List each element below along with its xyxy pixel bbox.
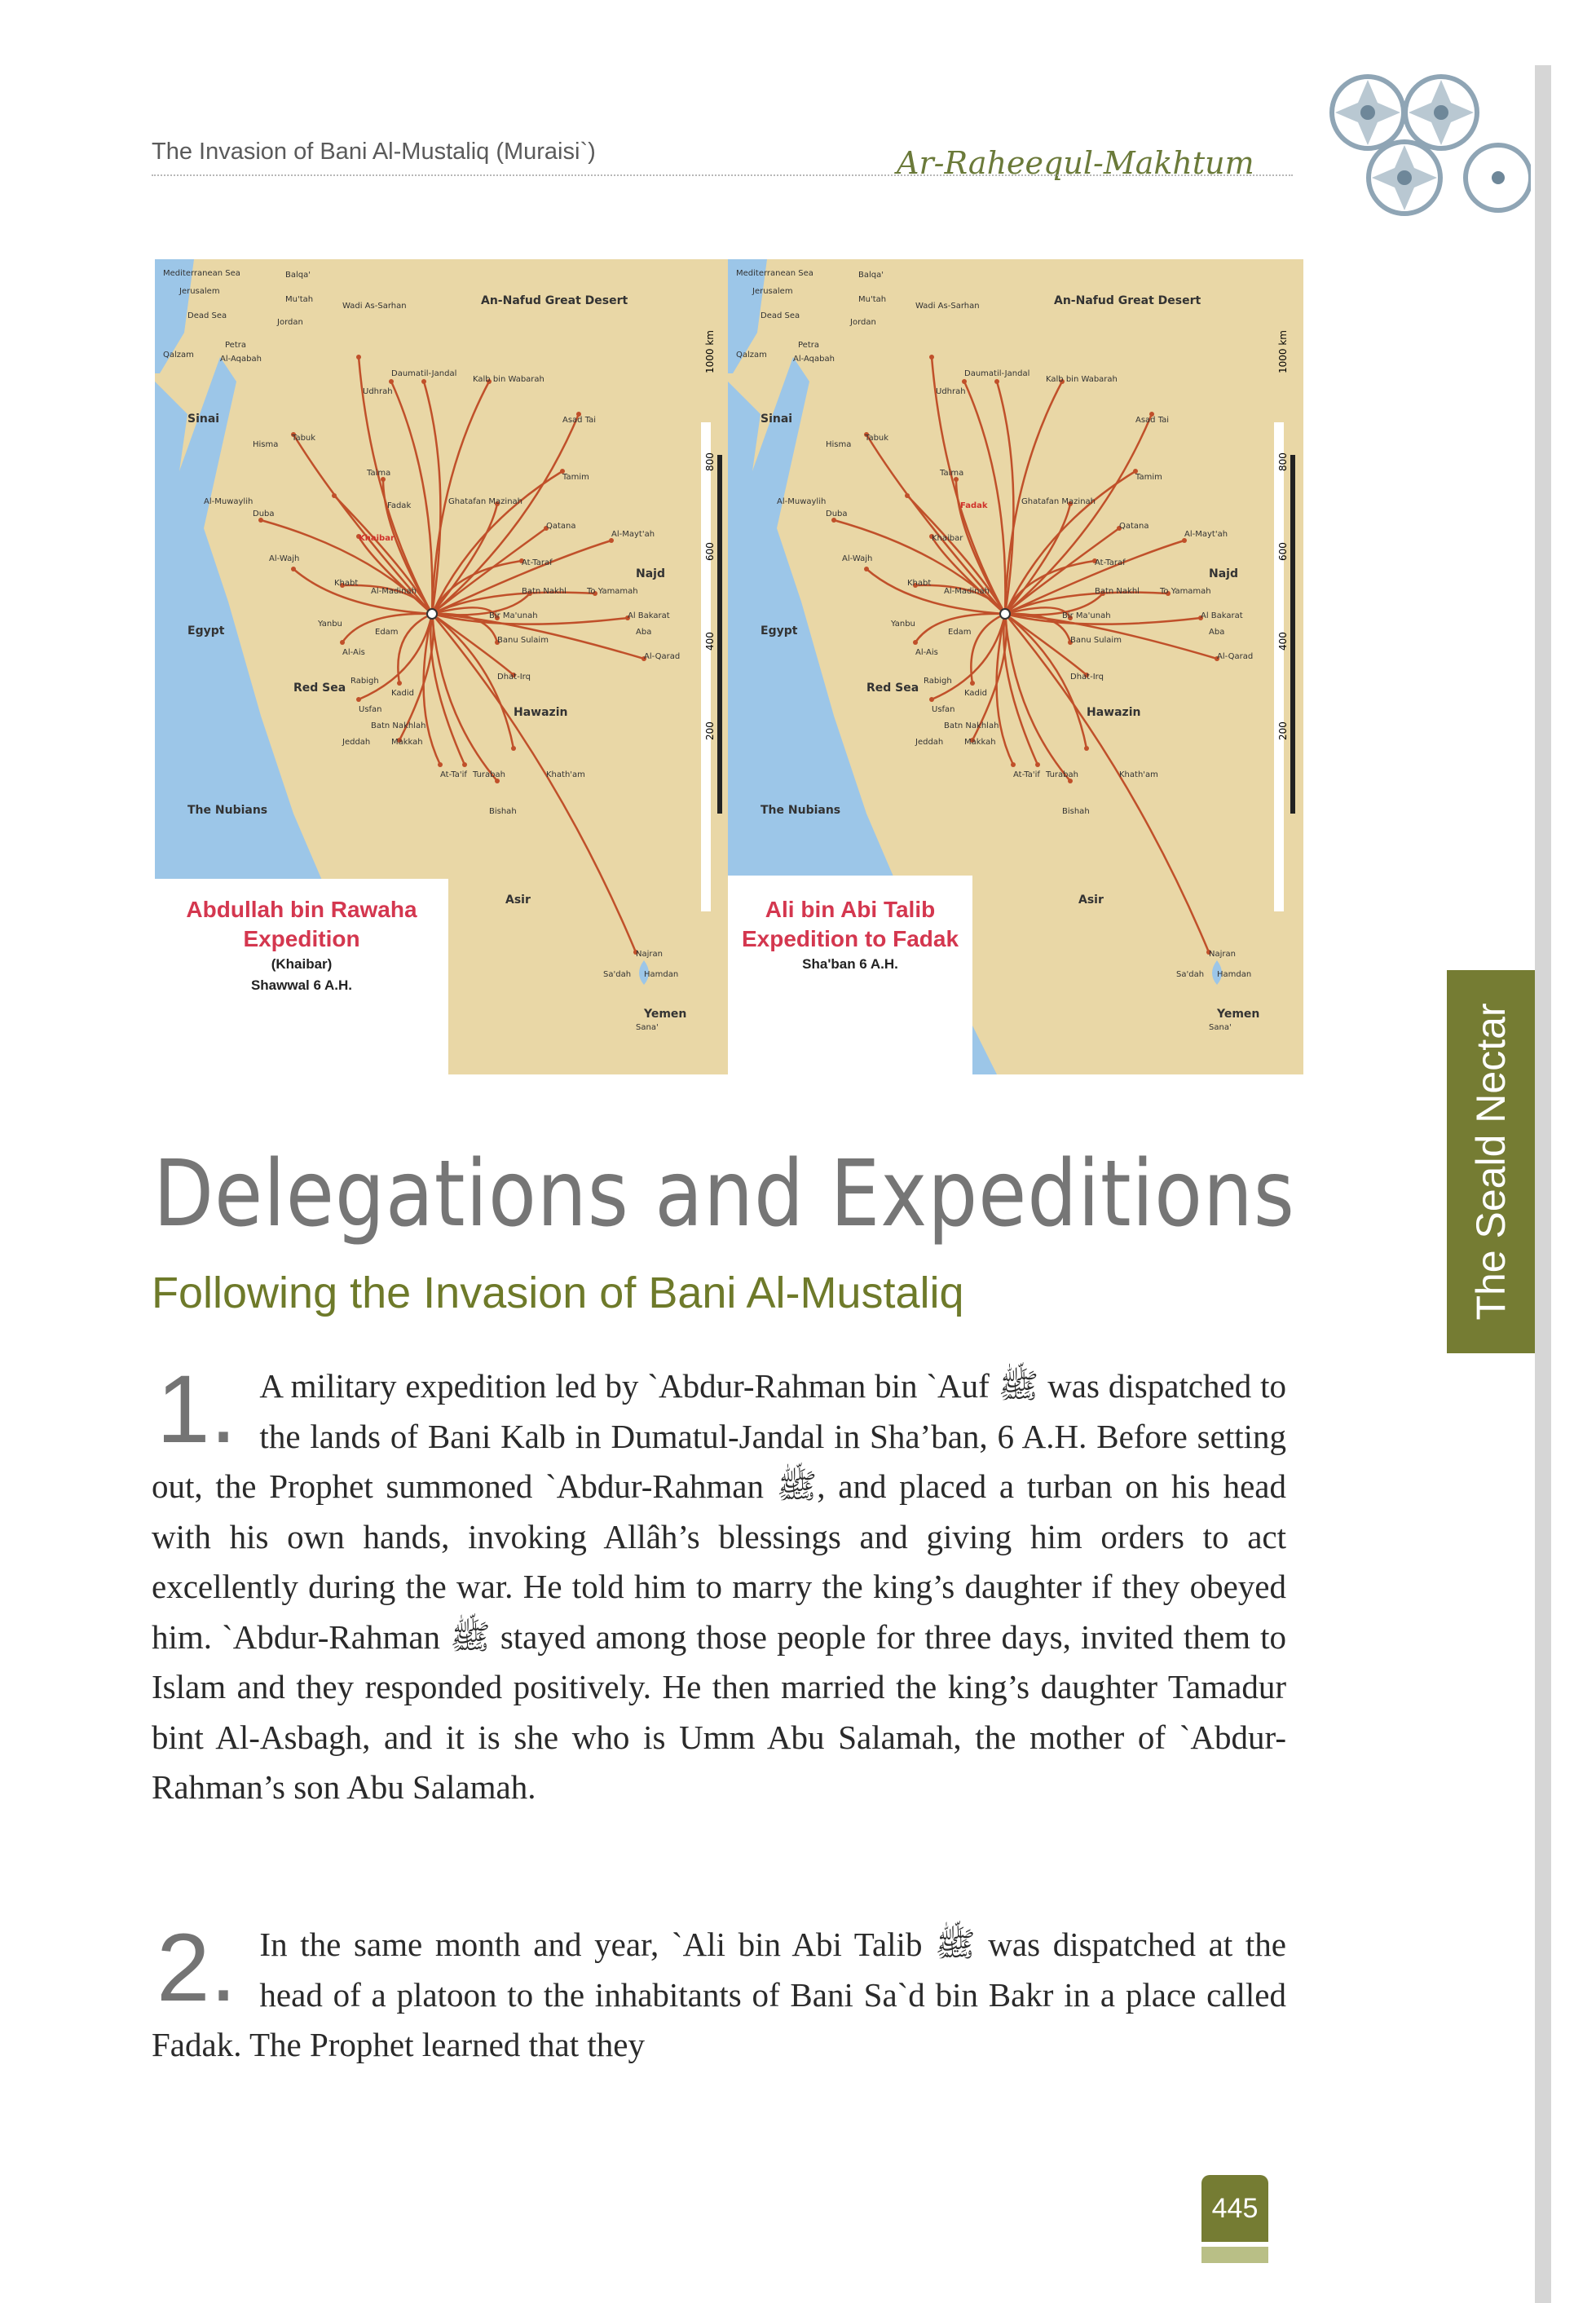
map-place-label: Sa'dah [1176,970,1205,979]
map-place-label: At-Taraf [1095,558,1126,567]
map-place-label: Najran [1209,950,1236,959]
map-place-label: Sinai [761,413,793,426]
map-1-caption [155,879,448,1074]
map-place-label: Khabt [907,579,932,588]
route-arrowhead [929,697,934,702]
map-place-label: Balqa' [285,271,311,280]
map-place-label: Al Bakarat [628,611,670,620]
map-place-label: Khaibar [359,534,395,543]
page-number-bar [1201,2247,1268,2263]
map-scale-unit: 1000 km [1277,330,1289,373]
map-place-label: Wadi As-Sarhan [915,302,980,311]
route-arrowhead [1084,746,1089,751]
map-place-label: Tamim [562,473,589,482]
map-place-label: Taima [367,469,391,478]
map-place-label: Sa'dah [603,970,632,979]
map-place-label: At-Ta'if [440,770,467,779]
page-number: 445 [1201,2175,1268,2242]
map-place-label: Udhrah [936,387,966,396]
map-place-label: Jeddah [915,738,944,747]
map-place-label: Mu'tah [858,295,887,304]
map-2-caption-date: Sha'ban 6 A.H. [802,956,898,972]
map-place-label: Al-Muwaylih [777,497,827,506]
route-arrowhead [994,379,999,384]
map-place-label: Khabt [334,579,359,588]
map-place-label: At-Ta'if [1013,770,1040,779]
map-place-label: Hisma [826,440,852,449]
map-place-label: Petra [225,341,246,350]
route-arrowhead [864,567,869,571]
map-scale-tick: 200 [1277,721,1289,740]
madinah-marker [427,609,437,619]
map-place-label: Jerusalem [179,287,220,296]
map-place-label: Batn Nakhl [1095,587,1140,596]
map-place-label: Qalzam [163,351,194,360]
route-arrowhead [356,697,361,702]
map-scale-tick: 200 [704,721,716,740]
map-place-label: Hamdan [1217,970,1252,979]
map-place-label: Al Bakarat [1201,611,1243,620]
map-place-label: An-Nafud Great Desert [481,294,628,307]
map-scale-bar [1290,455,1295,814]
page-edge-band [1535,65,1551,2303]
map-place-label: Dead Sea [761,311,800,320]
paragraph-1-text: A military expedition led by `Abdur-Rahman bin `Auf ﷺ was dispatched to the lands of Bani Kalb in Dumatul-Jandal in Sha’ban, 6 A.H. Before setting out, the Prophet summoned `Abdur-Rahman ﷺ, and placed a turban on his head with his own hands, invoking Allâh’s blessings and giving him orders to act excellently during the war. He told him to marry the king’s daughter if they obeyed him. `Abdur-Rahman ﷺ stayed among those people for three days, invited them to Islam and they responded positively. He then married the king’s daughter Tamadur bint Al-Asbagh, and it is she who is Umm Abu Salamah, the mother of `Abdur-Rahman’s son Abu Salamah. [152,1367,1287,1806]
map-scale-tick: 600 [704,542,716,561]
map-place-label: Tamim [1135,473,1162,482]
map-2-caption [728,876,972,1074]
map-place-label: Red Sea [866,682,919,695]
map-place-label: Jordan [277,318,303,327]
map-place-label: Hisma [253,440,279,449]
map-place-label: Aba [636,628,652,637]
map-scale-tick: 600 [1277,542,1289,561]
paragraph-2 [152,1914,1286,2071]
map-place-label: Khath'am [546,770,585,779]
map-place-label: Makkah [964,738,996,747]
map-place-label: Al-Qarad [644,652,681,661]
map-place-label: Kalb bin Wabarah [473,375,544,384]
header-divider [152,174,1293,176]
page-heading: Delegations and Expeditions [153,1141,1295,1247]
map-place-label: Bishah [1062,807,1090,816]
map-place-label: Hamdan [644,970,679,979]
side-tab-label: The Seald Nectar [1468,1003,1514,1321]
map-scale-tick: 800 [704,452,716,471]
map-place-label: Hawazin [514,706,568,719]
map-1-caption-sub: (Khaibar) [271,956,333,972]
map-place-label: Balqa' [858,271,884,280]
map-place-label: Duba [253,510,275,518]
map-place-label: Red Sea [293,682,346,695]
paragraph-2-text: In the same month and year, `Ali bin Abi Talib ﷺ was dispatched at the head of a platoon to the inhabitants of Bani Sa`d bin Bakr in a place called Fadak. The Prophet learned that they [152,1926,1286,2063]
map-place-label: Al-Aqabah [220,355,262,364]
map-place-label: Khaibar [932,534,963,543]
map-place-label: Udhrah [363,387,393,396]
map-place-label: Ghatafan Mazinah [1021,497,1096,506]
map-scale-tick: 400 [1277,632,1289,651]
map-place-label: The Nubians [187,804,268,817]
map-place-label: Al-Ais [342,648,365,657]
map-place-label: Usfan [359,705,382,714]
map-place-label: Dhat-Irq [1070,673,1104,682]
route-arrowhead [1011,762,1016,767]
map-place-label: To Yamamah [1160,587,1211,596]
route-arrowhead [438,762,443,767]
map-place-label: Fadak [960,501,988,510]
map-place-label: Al-Madinah [371,587,417,596]
map-place-label: Banu Sulaim [1070,636,1122,645]
route-arrowhead [913,640,918,645]
map-place-label: Kadid [391,689,414,698]
map-place-label: Tabuk [865,434,889,443]
map-place-label: Jerusalem [752,287,793,296]
map-place-label: Sana' [1209,1023,1232,1032]
map-place-label: To Yamamah [587,587,638,596]
map-place-label: Egypt [187,624,225,638]
map-place-label: Batn Nakhl [522,587,567,596]
map-place-label: Al-Ais [915,648,938,657]
route-arrowhead [1035,762,1040,767]
map-place-label: Daumatil-Jandal [391,369,457,378]
map-place-label: Sana' [636,1023,659,1032]
map-place-label: Kalb bin Wabarah [1046,375,1118,384]
map-place-label: Rabigh [351,677,379,686]
map-place-label: Al-Qarad [1217,652,1254,661]
map-place-label: Dhat-Irq [497,673,531,682]
map-place-label: Ghatafan Mazinah [448,497,523,506]
map-place-label: Al-Wajh [269,554,300,563]
route-arrowhead [929,355,934,360]
paragraph-1-number: 1. [157,1356,237,1463]
map-scale-tick: 800 [1277,452,1289,471]
map-place-label: Batn Nakhlah [944,721,999,730]
map-place-label: An-Nafud Great Desert [1054,294,1201,307]
madinah-marker [1000,609,1010,619]
map-place-label: Wadi As-Sarhan [342,302,407,311]
map-place-label: Najd [636,567,665,580]
map-place-label: The Nubians [761,804,841,817]
map-place-label: Qatana [1119,522,1149,531]
map-place-label: Yemen [644,1008,687,1021]
map-place-label: Banu Sulaim [497,636,549,645]
map-place-label: Egypt [761,624,798,638]
route-arrowhead [511,746,516,751]
map-place-label: Al-Mayt'ah [611,530,655,539]
map-place-label: Asir [1078,893,1104,907]
map-place-label: Fadak [387,501,412,510]
route-arrowhead [397,681,402,686]
arabesque-ornament-icon [1319,55,1531,218]
map-place-label: Kadid [964,689,987,698]
map-scale-unit: 1000 km [704,330,716,373]
running-header-title: The Invasion of Bani Al-Mustaliq (Muraisi`) [152,139,596,165]
map-place-label: Bishah [489,807,517,816]
route-arrowhead [421,379,426,384]
map-place-label: Al-Wajh [842,554,873,563]
map-1-caption-date: Shawwal 6 A.H. [250,977,353,993]
page-subheading: Following the Invasion of Bani Al-Mustaliq [152,1268,964,1317]
map-place-label: At-Taraf [522,558,553,567]
map-place-label: Hawazin [1087,706,1141,719]
map-place-label: Usfan [932,705,955,714]
map-scale-bar [717,455,722,814]
paragraph-1 [152,1356,1287,1813]
map-place-label: Bir Ma'unah [1062,611,1111,620]
map-2-caption-title: Ali bin Abi Talib Expedition to Fadak [741,897,959,951]
map-place-label: Bir Ma'unah [489,611,538,620]
map-place-label: Edam [948,628,972,637]
map-place-label: Mediterranean Sea [163,269,240,278]
map-place-label: Al-Mayt'ah [1184,530,1228,539]
map-place-label: Najran [636,950,663,959]
map-place-label: Qatana [546,522,576,531]
map-place-label: Aba [1209,628,1225,637]
map-place-label: Daumatil-Jandal [964,369,1030,378]
route-arrowhead [962,379,967,384]
map-place-label: Mu'tah [285,295,314,304]
map-place-label: Tabuk [292,434,316,443]
map-1-caption-title: Abdullah bin Rawaha Expedition [186,897,417,951]
map-place-label: Petra [798,341,819,350]
map-abdullah-bin-rawaha [155,259,730,1074]
map-place-label: Jeddah [342,738,371,747]
map-ali-bin-abi-talib [728,259,1303,1074]
route-arrowhead [291,567,296,571]
map-place-label: Yemen [1217,1008,1260,1021]
map-place-label: Asad Tai [562,416,597,425]
map-place-label: Turabah [1046,770,1078,779]
map-place-label: Al-Muwaylih [204,497,254,506]
map-place-label: Asir [505,893,531,907]
map-place-label: Turabah [473,770,505,779]
map-scale-tick: 400 [704,632,716,651]
map-place-label: Mediterranean Sea [736,269,813,278]
map-place-label: Makkah [391,738,423,747]
running-header-book-title: Ar-Raheequl-Makhtum [897,145,1254,181]
map-place-label: Duba [826,510,848,518]
map-place-label: Jordan [850,318,876,327]
map-place-label: Al-Madinah [944,587,990,596]
route-arrowhead [462,762,467,767]
map-place-label: Al-Aqabah [793,355,835,364]
route-arrowhead [340,640,345,645]
map-place-label: Yanbu [891,620,915,629]
map-place-label: Sinai [187,413,220,426]
side-tab [1447,970,1535,1353]
route-arrowhead [356,355,361,360]
map-place-label: Taima [940,469,964,478]
map-place-label: Najd [1209,567,1238,580]
map-place-label: Rabigh [924,677,952,686]
map-place-label: Dead Sea [187,311,227,320]
paragraph-2-number: 2. [157,1914,237,2022]
route-arrowhead [389,379,394,384]
map-place-label: Asad Tai [1135,416,1170,425]
map-place-label: Yanbu [318,620,342,629]
map-place-label: Edam [375,628,399,637]
map-place-label: Qalzam [736,351,767,360]
map-place-label: Batn Nakhlah [371,721,426,730]
route-arrowhead [970,681,975,686]
map-place-label: Khath'am [1119,770,1158,779]
